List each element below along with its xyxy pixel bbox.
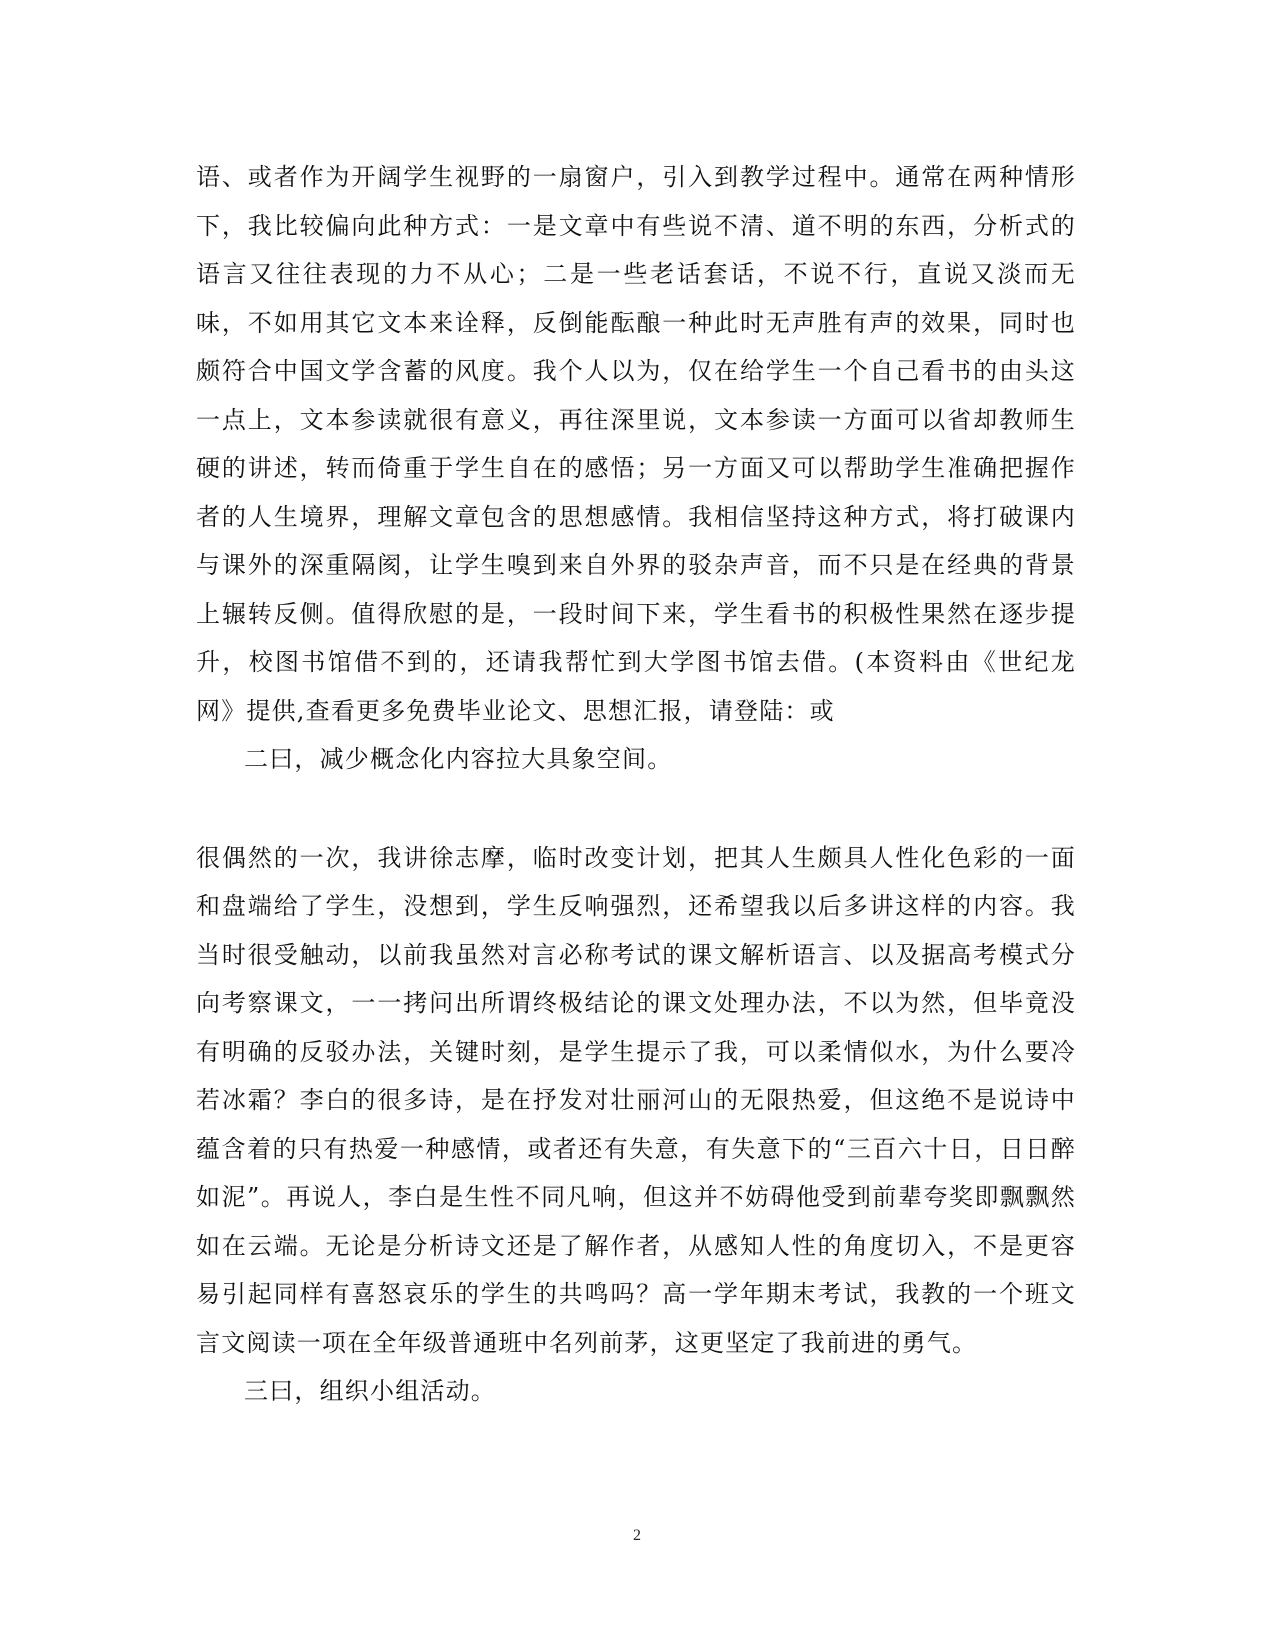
document-body <box>196 153 1076 1416</box>
body-paragraph: 语、或者作为开阔学生视野的一扇窗户，引入到教学过程中。通常在两种情形下，我比较偏向此种方式：一是文章中有些说不清、道不明的东西，分析式的语言又往往表现的力不从心；二是一些老话套话，不说不行，直说又淡而无味，不如用其它文本来诠释，反倒能酝酿一种此时无声胜有声的效果，同时也颇符合中国文学含蓄的风度。我个人以为，仅在给学生一个自己看书的由头这一点上，文本参读就很有意义，再往深里说，文本参读一方面可以省却教师生硬的讲述，转而倚重于学生自在的感悟；另一方面又可以帮助学生准确把握作者的人生境界，理解文章包含的思想感情。我相信坚持这种方式，将打破课内与课外的深重隔阂，让学生嗅到来自外界的驳杂声音，而不只是在经典的背景上辗转反侧。值得欣慰的是，一段时间下来，学生看书的积极性果然在逐步提升，校图书馆借不到的，还请我帮忙到大学图书馆去借。(本资料由《世纪龙网》提供,查看更多免费毕业论文、思想汇报，请登陆：或 <box>196 163 1076 725</box>
body-paragraph: 很偶然的一次，我讲徐志摩，临时改变计划，把其人生颇具人性化色彩的一面和盘端给了学生，没想到，学生反响强烈，还希望我以后多讲这样的内容。我当时很受触动，以前我虽然对言必称考试的课文解析语言、以及据高考模式分向考察课文，一一拷问出所谓终极结论的课文处理办法，不以为然，但毕竟没有明确的反驳办法，关键时刻，是学生提示了我，可以柔情似水，为什么要冷若冰霜？李白的很多诗，是在抒发对壮丽河山的无限热爱，但这绝不是说诗中蕴含着的只有热爱一种感情，或者还有失意，有失意下的“三百六十日，日日醉如泥”。再说人，李白是生性不同凡响，但这并不妨碍他受到前辈夸奖即飘飘然如在云端。无论是分析诗文还是了解作者，从感知人性的角度切入，不是更容易引起同样有喜怒哀乐的学生的共鸣吗？高一学年期末考试，我教的一个班文言文阅读一项在全年级普通班中名列前茅，这更坚定了我前进的勇气。 <box>196 843 1076 1357</box>
section-heading: 三曰，组织小组活动。 <box>244 1377 496 1405</box>
section-heading: 二曰，减少概念化内容拉大具象空间。 <box>244 745 673 773</box>
paragraph-gap <box>196 784 1076 834</box>
page-number: 2 <box>633 1527 641 1544</box>
